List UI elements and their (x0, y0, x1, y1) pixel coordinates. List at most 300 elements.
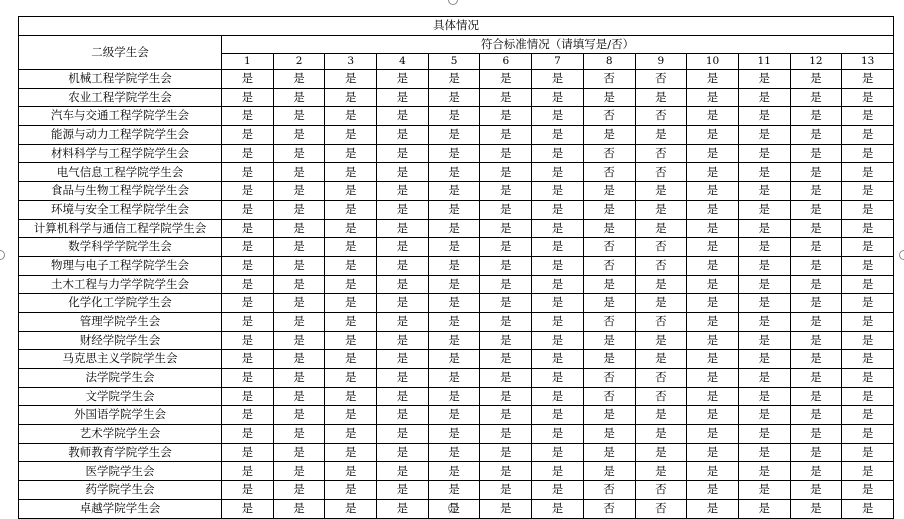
column-number-header: 9 (635, 54, 687, 70)
criteria-cell: 是 (842, 294, 894, 313)
criteria-cell: 是 (428, 331, 480, 350)
criteria-cell: 是 (428, 369, 480, 388)
criteria-cell: 是 (428, 462, 480, 481)
criteria-cell: 是 (687, 107, 739, 126)
criteria-cell: 是 (790, 387, 842, 406)
student-union-name: 财经学院学生会 (19, 331, 222, 350)
criteria-cell: 是 (583, 294, 635, 313)
criteria-cell: 是 (273, 312, 325, 331)
criteria-cell: 是 (273, 369, 325, 388)
criteria-cell: 是 (635, 219, 687, 238)
criteria-cell: 是 (428, 443, 480, 462)
column-number-header: 3 (325, 54, 377, 70)
criteria-cell: 否 (583, 238, 635, 257)
criteria-cell: 是 (635, 462, 687, 481)
criteria-cell: 是 (532, 350, 584, 369)
criteria-cell: 是 (532, 238, 584, 257)
criteria-cell: 是 (273, 350, 325, 369)
criteria-cell: 是 (480, 126, 532, 145)
criteria-cell: 是 (273, 200, 325, 219)
criteria-cell: 是 (687, 294, 739, 313)
criteria-cell: 是 (222, 200, 274, 219)
criteria-cell: 是 (428, 256, 480, 275)
criteria-cell: 是 (480, 238, 532, 257)
criteria-cell: 是 (273, 238, 325, 257)
criteria-cell: 否 (583, 107, 635, 126)
table-row (19, 182, 894, 201)
criteria-cell: 是 (428, 163, 480, 182)
criteria-cell: 是 (325, 238, 377, 257)
criteria-cell: 是 (325, 499, 377, 518)
table-row (19, 443, 894, 462)
criteria-cell: 否 (583, 256, 635, 275)
criteria-cell: 是 (738, 163, 790, 182)
table-row (19, 163, 894, 182)
criteria-cell: 是 (532, 70, 584, 89)
criteria-cell: 是 (790, 88, 842, 107)
criteria-cell: 否 (583, 481, 635, 500)
criteria-cell: 是 (687, 331, 739, 350)
criteria-cell: 是 (325, 387, 377, 406)
criteria-cell: 是 (428, 312, 480, 331)
criteria-cell: 是 (842, 182, 894, 201)
criteria-cell: 是 (222, 219, 274, 238)
criteria-cell: 是 (480, 499, 532, 518)
student-union-name: 医学院学生会 (19, 462, 222, 481)
student-union-name: 卓越学院学生会 (19, 499, 222, 518)
table-row (19, 369, 894, 388)
criteria-cell: 否 (635, 481, 687, 500)
criteria-cell: 是 (687, 88, 739, 107)
criteria-cell: 否 (583, 499, 635, 518)
criteria-cell: 是 (480, 275, 532, 294)
criteria-cell: 是 (222, 462, 274, 481)
column-number-header: 8 (583, 54, 635, 70)
criteria-cell: 是 (583, 219, 635, 238)
criteria-cell: 是 (790, 499, 842, 518)
criteria-cell: 是 (222, 499, 274, 518)
criteria-cell: 是 (635, 350, 687, 369)
criteria-cell: 是 (428, 200, 480, 219)
student-union-name: 教师教育学院学生会 (19, 443, 222, 462)
criteria-cell: 是 (325, 182, 377, 201)
table-row (19, 219, 894, 238)
page-marker-left (0, 250, 5, 260)
student-union-name: 艺术学院学生会 (19, 425, 222, 444)
criteria-cell: 是 (325, 200, 377, 219)
column-number-header: 12 (790, 54, 842, 70)
criteria-cell: 是 (377, 350, 429, 369)
criteria-cell: 是 (842, 499, 894, 518)
criteria-cell: 是 (635, 126, 687, 145)
criteria-cell: 是 (738, 369, 790, 388)
criteria-cell: 是 (738, 312, 790, 331)
criteria-cell: 是 (687, 256, 739, 275)
criteria-cell: 是 (687, 126, 739, 145)
criteria-cell: 否 (635, 312, 687, 331)
criteria-cell: 是 (738, 294, 790, 313)
column-number-header: 4 (377, 54, 429, 70)
criteria-cell: 是 (842, 88, 894, 107)
criteria-cell: 是 (377, 256, 429, 275)
student-union-name: 机械工程学院学生会 (19, 70, 222, 89)
criteria-cell: 是 (325, 107, 377, 126)
criteria-cell: 是 (222, 126, 274, 145)
criteria-cell: 是 (428, 238, 480, 257)
criteria-cell: 否 (635, 256, 687, 275)
criteria-cell: 是 (583, 443, 635, 462)
table-row (19, 387, 894, 406)
criteria-cell: 是 (222, 481, 274, 500)
criteria-cell: 是 (325, 126, 377, 145)
criteria-cell: 是 (842, 387, 894, 406)
criteria-cell: 是 (635, 182, 687, 201)
criteria-cell: 是 (532, 369, 584, 388)
criteria-cell: 是 (790, 406, 842, 425)
criteria-cell: 是 (325, 481, 377, 500)
criteria-cell: 是 (583, 182, 635, 201)
criteria-cell: 是 (790, 331, 842, 350)
criteria-cell: 是 (687, 238, 739, 257)
criteria-cell: 是 (738, 182, 790, 201)
criteria-cell: 是 (687, 219, 739, 238)
column-number-header: 1 (222, 54, 274, 70)
criteria-cell: 是 (738, 238, 790, 257)
criteria-cell: 是 (790, 200, 842, 219)
student-union-name: 数学科学学院学生会 (19, 238, 222, 257)
student-union-name: 环境与安全工程学院学生会 (19, 200, 222, 219)
criteria-cell: 是 (635, 88, 687, 107)
table-row (19, 126, 894, 145)
criteria-cell: 是 (635, 200, 687, 219)
table-title: 具体情况 (19, 17, 894, 36)
criteria-cell: 是 (325, 163, 377, 182)
criteria-cell: 是 (687, 182, 739, 201)
student-union-name: 马克思主义学院学生会 (19, 350, 222, 369)
criteria-cell: 是 (377, 406, 429, 425)
criteria-cell: 否 (583, 312, 635, 331)
criteria-cell: 是 (583, 425, 635, 444)
criteria-cell: 是 (532, 275, 584, 294)
criteria-cell: 是 (635, 294, 687, 313)
criteria-cell: 是 (222, 387, 274, 406)
student-union-name: 外国语学院学生会 (19, 406, 222, 425)
criteria-cell: 是 (842, 144, 894, 163)
criteria-cell: 是 (428, 182, 480, 201)
criteria-cell: 是 (222, 350, 274, 369)
criteria-cell: 是 (273, 387, 325, 406)
criteria-cell: 是 (583, 331, 635, 350)
criteria-cell: 是 (222, 406, 274, 425)
criteria-cell: 是 (738, 70, 790, 89)
criteria-cell: 是 (377, 144, 429, 163)
criteria-cell: 是 (480, 350, 532, 369)
criteria-cell: 是 (583, 200, 635, 219)
criteria-cell: 是 (790, 350, 842, 369)
criteria-cell: 是 (635, 443, 687, 462)
criteria-cell: 否 (583, 163, 635, 182)
criteria-cell: 否 (635, 387, 687, 406)
criteria-cell: 是 (532, 200, 584, 219)
criteria-cell: 是 (687, 406, 739, 425)
criteria-cell: 是 (325, 275, 377, 294)
column-number-header: 10 (687, 54, 739, 70)
criteria-cell: 是 (842, 107, 894, 126)
criteria-cell: 是 (842, 331, 894, 350)
criteria-cell: 是 (790, 312, 842, 331)
criteria-cell: 是 (325, 144, 377, 163)
criteria-cell: 是 (480, 256, 532, 275)
table-row (19, 88, 894, 107)
criteria-cell: 是 (273, 481, 325, 500)
criteria-cell: 是 (222, 331, 274, 350)
criteria-cell: 是 (738, 126, 790, 145)
criteria-cell: 是 (273, 144, 325, 163)
criteria-cell: 是 (428, 88, 480, 107)
criteria-cell: 是 (325, 219, 377, 238)
group-label-header: 二级学生会 (19, 36, 222, 70)
criteria-cell: 是 (738, 425, 790, 444)
criteria-cell: 是 (480, 387, 532, 406)
criteria-cell: 是 (325, 425, 377, 444)
criteria-cell: 是 (790, 425, 842, 444)
criteria-cell: 是 (583, 275, 635, 294)
criteria-cell: 是 (222, 70, 274, 89)
criteria-cell: 是 (738, 462, 790, 481)
student-union-name: 药学院学生会 (19, 481, 222, 500)
table-row (19, 425, 894, 444)
criteria-cell: 是 (377, 481, 429, 500)
criteria-cell: 是 (480, 70, 532, 89)
criteria-cell: 是 (377, 107, 429, 126)
criteria-cell: 是 (428, 294, 480, 313)
criteria-cell: 是 (738, 144, 790, 163)
criteria-cell: 是 (738, 107, 790, 126)
table-row (19, 144, 894, 163)
criteria-cell: 是 (687, 144, 739, 163)
criteria-cell: 是 (377, 126, 429, 145)
criteria-cell: 是 (480, 182, 532, 201)
criteria-cell: 是 (273, 425, 325, 444)
criteria-cell: 是 (377, 331, 429, 350)
student-union-name: 汽车与交通工程学院学生会 (19, 107, 222, 126)
page-marker-top (448, 0, 458, 5)
criteria-cell: 是 (428, 425, 480, 444)
criteria-cell: 是 (790, 256, 842, 275)
criteria-cell: 是 (273, 219, 325, 238)
table-row (19, 294, 894, 313)
criteria-cell: 是 (377, 369, 429, 388)
criteria-cell: 是 (532, 144, 584, 163)
criteria-cell: 是 (738, 481, 790, 500)
table-row (19, 238, 894, 257)
criteria-cell: 是 (377, 238, 429, 257)
criteria-cell: 是 (273, 331, 325, 350)
criteria-cell: 是 (738, 406, 790, 425)
criteria-cell: 是 (790, 70, 842, 89)
table-row (19, 331, 894, 350)
criteria-cell: 是 (377, 312, 429, 331)
student-union-name: 化学化工学院学生会 (19, 294, 222, 313)
criteria-cell: 是 (842, 163, 894, 182)
criteria-cell: 是 (377, 275, 429, 294)
criteria-cell: 是 (687, 425, 739, 444)
criteria-cell: 是 (635, 275, 687, 294)
criteria-cell: 是 (480, 425, 532, 444)
criteria-cell: 是 (790, 107, 842, 126)
criteria-cell: 否 (635, 499, 687, 518)
student-union-name: 计算机科学与通信工程学院学生会 (19, 219, 222, 238)
criteria-cell: 是 (738, 331, 790, 350)
criteria-cell: 是 (842, 462, 894, 481)
criteria-cell: 是 (532, 387, 584, 406)
criteria-cell: 是 (738, 200, 790, 219)
criteria-cell: 是 (583, 462, 635, 481)
criteria-cell: 是 (428, 406, 480, 425)
criteria-cell: 是 (325, 462, 377, 481)
criteria-cell: 是 (222, 369, 274, 388)
criteria-cell: 是 (273, 163, 325, 182)
criteria-cell: 是 (842, 406, 894, 425)
criteria-cell: 是 (377, 163, 429, 182)
criteria-cell: 是 (273, 70, 325, 89)
criteria-cell: 是 (687, 70, 739, 89)
criteria-cell: 是 (842, 369, 894, 388)
criteria-cell: 是 (222, 238, 274, 257)
criteria-cell: 是 (325, 256, 377, 275)
criteria-cell: 是 (377, 88, 429, 107)
criteria-cell: 是 (532, 107, 584, 126)
criteria-label-header: 符合标准情况（请填写是/否） (222, 36, 894, 54)
criteria-cell: 是 (687, 350, 739, 369)
criteria-cell: 是 (480, 481, 532, 500)
criteria-table (18, 16, 894, 519)
criteria-cell: 是 (273, 182, 325, 201)
criteria-cell: 是 (273, 462, 325, 481)
criteria-cell: 是 (222, 182, 274, 201)
criteria-cell: 否 (583, 369, 635, 388)
criteria-cell: 是 (842, 443, 894, 462)
criteria-cell: 是 (480, 369, 532, 388)
criteria-cell: 是 (377, 294, 429, 313)
criteria-cell: 是 (273, 443, 325, 462)
table-row (19, 107, 894, 126)
criteria-cell: 是 (377, 462, 429, 481)
criteria-cell: 是 (687, 443, 739, 462)
criteria-cell: 是 (377, 182, 429, 201)
criteria-cell: 是 (687, 163, 739, 182)
criteria-cell: 是 (790, 144, 842, 163)
criteria-cell: 是 (583, 126, 635, 145)
criteria-cell: 否 (583, 144, 635, 163)
criteria-cell: 是 (325, 350, 377, 369)
table-row (19, 481, 894, 500)
criteria-cell: 是 (738, 88, 790, 107)
criteria-cell: 是 (635, 331, 687, 350)
criteria-cell: 是 (222, 256, 274, 275)
criteria-cell: 是 (480, 163, 532, 182)
student-union-name: 法学院学生会 (19, 369, 222, 388)
table-row (19, 462, 894, 481)
student-union-name: 电气信息工程学院学生会 (19, 163, 222, 182)
criteria-cell: 是 (222, 312, 274, 331)
criteria-cell: 是 (738, 256, 790, 275)
criteria-cell: 是 (583, 350, 635, 369)
criteria-cell: 是 (532, 163, 584, 182)
criteria-cell: 是 (532, 481, 584, 500)
criteria-cell: 是 (842, 238, 894, 257)
criteria-cell: 是 (480, 88, 532, 107)
criteria-cell: 是 (273, 275, 325, 294)
column-number-header: 2 (273, 54, 325, 70)
criteria-cell: 否 (635, 144, 687, 163)
criteria-cell: 是 (428, 107, 480, 126)
student-union-name: 能源与动力工程学院学生会 (19, 126, 222, 145)
criteria-cell: 是 (532, 219, 584, 238)
criteria-cell: 是 (532, 443, 584, 462)
criteria-cell: 是 (325, 88, 377, 107)
table-row (19, 350, 894, 369)
criteria-cell: 是 (377, 387, 429, 406)
criteria-cell: 是 (428, 219, 480, 238)
criteria-cell: 是 (842, 350, 894, 369)
criteria-cell: 否 (635, 70, 687, 89)
criteria-cell: 是 (790, 126, 842, 145)
criteria-cell: 是 (222, 275, 274, 294)
column-number-header: 6 (480, 54, 532, 70)
criteria-cell: 否 (635, 163, 687, 182)
criteria-cell: 是 (790, 219, 842, 238)
criteria-cell: 否 (583, 387, 635, 406)
table-row (19, 275, 894, 294)
criteria-cell: 是 (842, 312, 894, 331)
criteria-cell: 是 (377, 200, 429, 219)
criteria-cell: 是 (325, 294, 377, 313)
criteria-cell: 是 (532, 406, 584, 425)
column-number-header: 11 (738, 54, 790, 70)
criteria-cell: 是 (687, 312, 739, 331)
table-row (19, 200, 894, 219)
criteria-cell: 是 (222, 163, 274, 182)
criteria-cell: 是 (273, 126, 325, 145)
criteria-cell: 是 (738, 443, 790, 462)
criteria-cell: 是 (377, 443, 429, 462)
criteria-cell: 是 (790, 238, 842, 257)
criteria-cell: 是 (635, 425, 687, 444)
criteria-cell: 是 (428, 144, 480, 163)
criteria-cell: 是 (377, 70, 429, 89)
column-number-header: 13 (842, 54, 894, 70)
criteria-cell: 是 (583, 88, 635, 107)
student-union-name: 管理学院学生会 (19, 312, 222, 331)
criteria-cell: 是 (325, 369, 377, 388)
page-marker-right (899, 250, 904, 260)
criteria-cell: 是 (842, 256, 894, 275)
criteria-cell: 是 (222, 107, 274, 126)
criteria-cell: 是 (273, 256, 325, 275)
criteria-cell: 是 (428, 481, 480, 500)
table-row (19, 256, 894, 275)
criteria-cell: 是 (377, 425, 429, 444)
criteria-cell: 是 (842, 275, 894, 294)
criteria-cell: 是 (532, 312, 584, 331)
criteria-cell: 是 (377, 499, 429, 518)
criteria-cell: 是 (428, 499, 480, 518)
criteria-cell: 是 (687, 369, 739, 388)
criteria-cell: 是 (480, 331, 532, 350)
criteria-cell: 是 (842, 70, 894, 89)
criteria-cell: 是 (325, 443, 377, 462)
